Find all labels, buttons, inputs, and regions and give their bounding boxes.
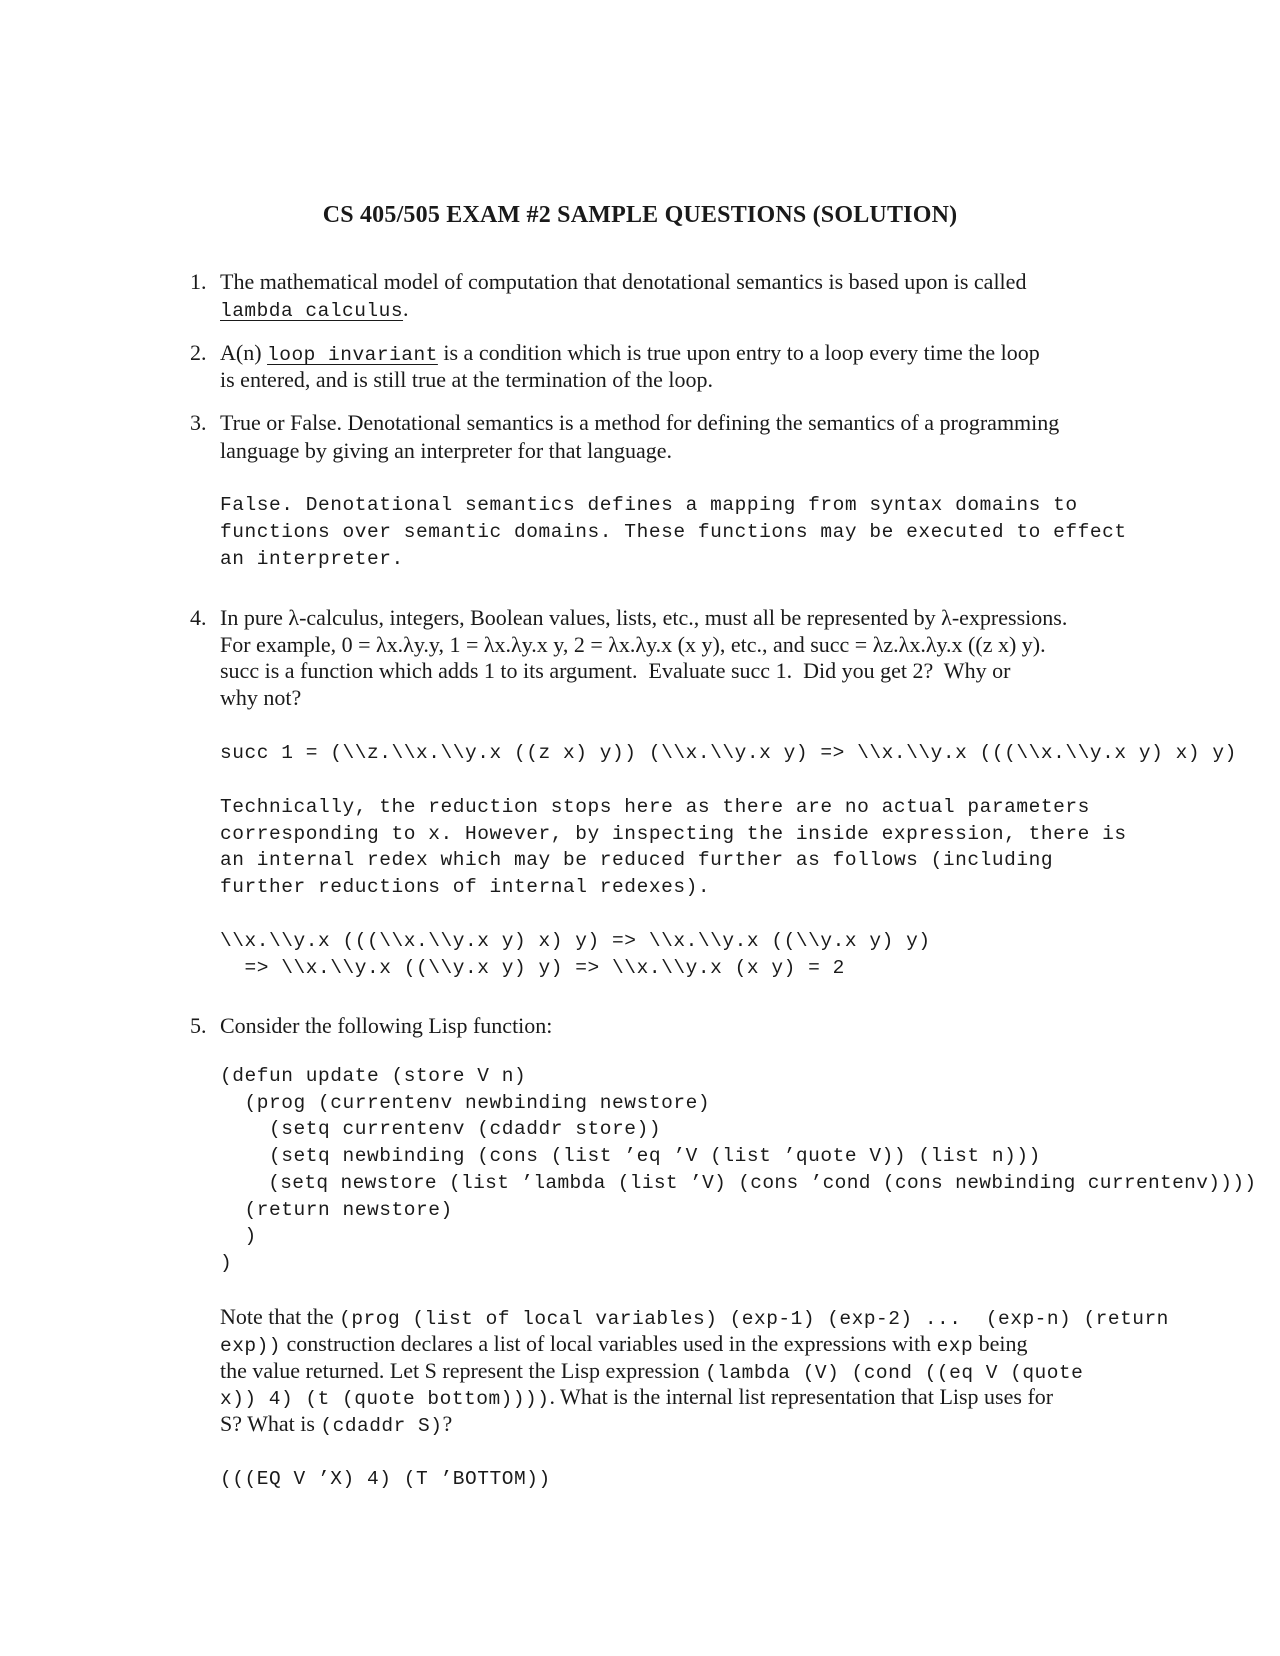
text-segment: S? What is [220, 1411, 321, 1436]
inline-code: x)) 4) (t (quote bottom)))) [220, 1388, 550, 1410]
inline-code: (cdaddr S) [320, 1415, 443, 1437]
code-line: (return newstore) [220, 1199, 453, 1221]
answer-line: further reductions of internal redexes). [220, 876, 711, 898]
code-line: (defun update (store V n) [220, 1065, 527, 1087]
question-text: True or False. Denotational semantics is a method for defining the semantics of a programming [220, 410, 1060, 435]
answer-line: corresponding to x. However, by inspecting the inside expression, there is [220, 823, 1127, 845]
page-title: CS 405/505 EXAM #2 SAMPLE QUESTIONS (SOLUTION) [322, 202, 958, 228]
inline-code: (prog (list of local variables) (exp-1) (exp-2) ... (exp-n) (return [339, 1308, 1169, 1330]
question-text: The mathematical model of computation that denotational semantics is based upon is called [220, 269, 1027, 294]
code-line: succ 1 = (\\z.\\x.\\y.x ((z x) y)) (\\x.\\y.x y) => \\x.\\y.x (((\\x.\\y.x y) x) y) [220, 742, 1237, 764]
answer-line: functions over semantic domains. These functions may be executed to effect [220, 521, 1127, 543]
note-line [220, 1384, 1053, 1410]
answer-line: an interpreter. [220, 548, 404, 570]
text-segment: is a condition which is true upon entry to a loop every time the loop [437, 340, 1040, 365]
code-line: \\x.\\y.x (((\\x.\\y.x y) x) y) => \\x.\\y.x ((\\y.x y) y) [220, 930, 931, 952]
inline-code: (lambda (V) (cond ((eq V (quote [705, 1362, 1084, 1384]
answer-line: False. Denotational semantics defines a mapping from syntax domains to [220, 494, 1078, 516]
answer-line: Technically, the reduction stops here as there are no actual parameters [220, 796, 1090, 818]
question-text: why not? [220, 685, 302, 710]
note-line [220, 1358, 1083, 1384]
text-segment: A(n) [220, 340, 268, 365]
question-number: 3. [190, 410, 207, 435]
text-segment: construction declares a list of local variables used in the expressions with [281, 1331, 937, 1356]
code-line: (setq newstore (list ’lambda (list ’V) (cons ’cond (cons newbinding currentenv)))) [220, 1172, 1257, 1194]
code-line: (setq currentenv (cdaddr store)) [220, 1118, 662, 1140]
answer-line: (((EQ V ’X) 4) (T ’BOTTOM)) [220, 1468, 551, 1490]
question-number: 2. [190, 340, 207, 365]
code-line: (setq newbinding (cons (list ’eq ’V (list ’quote V)) (list n))) [220, 1145, 1041, 1167]
text-segment: the value returned. Let S represent the Lisp expression [220, 1358, 706, 1383]
question-number: 1. [190, 269, 207, 294]
answer-line [220, 296, 409, 322]
code-line: ) [220, 1252, 233, 1274]
punctuation: . [403, 296, 409, 321]
note-line [220, 1331, 1028, 1357]
question-text: Consider the following Lisp function: [220, 1013, 553, 1038]
text-segment: being [973, 1331, 1028, 1356]
code-line: ) [220, 1225, 257, 1247]
note-line [220, 1304, 1169, 1330]
question-text: In pure λ-calculus, integers, Boolean values, lists, etc., must all be represented by λ-expressions. [220, 605, 1068, 630]
text-segment: Note that the [220, 1304, 340, 1329]
question-text [220, 340, 1040, 366]
code-line: (prog (currentenv newbinding newstore) [220, 1092, 711, 1114]
question-number: 4. [190, 605, 207, 630]
question-text: For example, 0 = λx.λy.y, 1 = λx.λy.x y, 2 = λx.λy.x (x y), etc., and succ = λz.λx.λy.x ((z x) y). [220, 632, 1046, 657]
note-line [220, 1411, 452, 1437]
text-segment: ? [442, 1411, 453, 1436]
question-text: is entered, and is still true at the termination of the loop. [220, 367, 714, 392]
question-text: language by giving an interpreter for that language. [220, 438, 673, 463]
inline-code: exp)) [220, 1335, 282, 1357]
code-line: => \\x.\\y.x ((\\y.x y) y) => \\x.\\y.x (x y) = 2 [220, 957, 845, 979]
inline-code: exp [936, 1335, 974, 1357]
answer-line: an internal redex which may be reduced further as follows (including [220, 849, 1054, 871]
question-number: 5. [190, 1013, 207, 1038]
text-segment: . What is the internal list representation that Lisp uses for [549, 1384, 1054, 1409]
question-text: succ is a function which adds 1 to its argument. Evaluate succ 1. Did you get 2? Why or [220, 658, 1011, 683]
answer-blank: loop invariant [267, 344, 438, 366]
answer-blank: lambda calculus [220, 300, 404, 322]
